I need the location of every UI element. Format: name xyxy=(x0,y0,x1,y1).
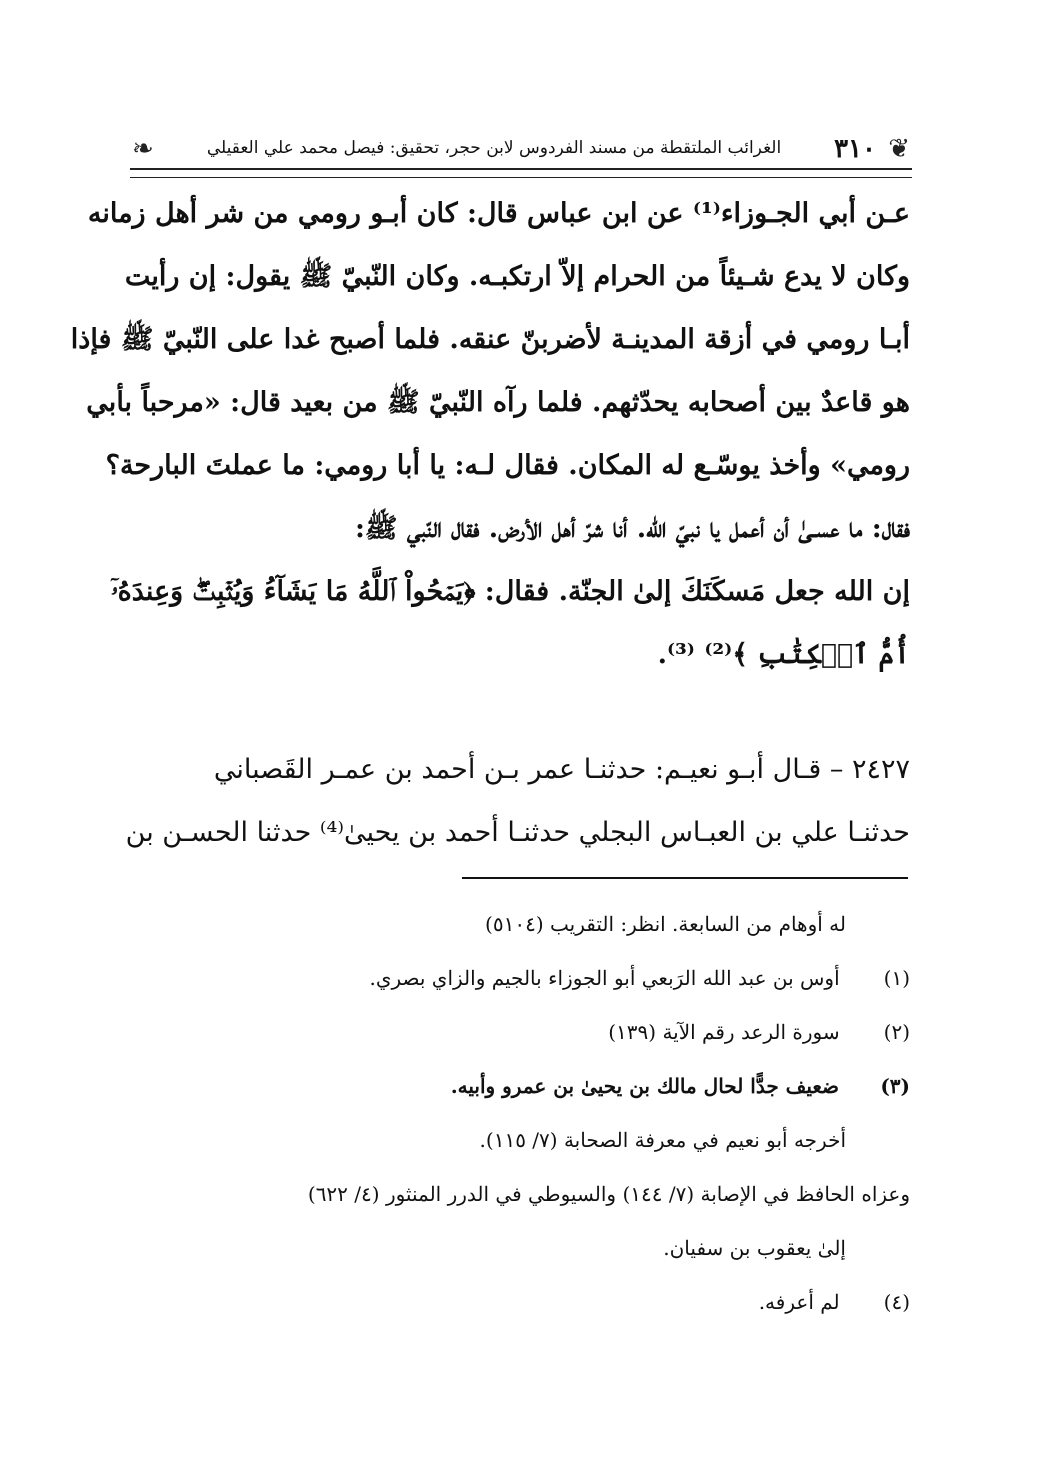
footnote-3-line: أخرجه أبو نعيم في معرفة الصحابة (٧/ ١١٥). xyxy=(479,1128,846,1152)
page-number: ٣١٠ xyxy=(834,134,876,164)
footnote-text: لم أعرفه. xyxy=(758,1290,840,1314)
footnote-text: ضعيف جدًّا لحال مالك بن يحيىٰ بن عمرو وأبيه. xyxy=(450,1074,840,1098)
floral-ornament-icon: ❦ xyxy=(888,134,910,164)
footnote-number: (٤) xyxy=(883,1290,910,1314)
footnote-1 xyxy=(132,951,910,1005)
header-rule xyxy=(130,168,912,178)
text-line: هو قاعدٌ بين أصحابه يحدّثهم. فلما رآه النّبيّ ﷺ من بعيد قال: «مرحباً بأبي xyxy=(86,387,910,418)
footnote-text: سورة الرعد رقم الآية (١٣٩) xyxy=(608,1020,840,1044)
footnote-number: (٣) xyxy=(880,1074,910,1098)
text-line: ٢٤٢٧ – قـال أبـو نعيـم: حدثنـا عمر بـن أحمد بن عمـر القَصباني xyxy=(213,754,910,785)
footnotes xyxy=(132,897,910,1329)
footnote-3-line: وعزاه الحافظ في الإصابة (٧/ ١٤٤) والسيوطي في الدرر المنثور (٤/ ٦٢٢) xyxy=(307,1182,910,1206)
text-line: إن الله جعل مَسكَنَكَ إلىٰ الجنّة. فقال: ﴿يَمۡحُواْ ٱللَّهُ مَا يَشَآءُ وَيُثۡبِتُۖ وَعِندَهُۥٓ xyxy=(110,576,910,607)
floral-ornament-icon: ❧ xyxy=(132,134,154,164)
footnote-separator xyxy=(462,877,908,879)
footnote-continuation: له أوهام من السابعة. انظر: التقريب (٥١٠٤) xyxy=(485,912,846,936)
text-line: عـن أبي الجـوزاء⁽¹⁾ عن ابن عباس قال: كان أبـو رومي من شر أهل زمانه xyxy=(87,198,910,229)
footnote-number: (١) xyxy=(883,966,910,990)
text-line: حدثنـا علي بن العبـاس البجلي حدثنـا أحمد بن يحيىٰ⁽⁴⁾ حدثنا الحسـن بن xyxy=(125,817,910,848)
hadith-paragraph xyxy=(125,738,910,864)
text-line: وكان لا يدع شـيئاً من الحرام إلاّ ارتكبـه. وكان النّبيّ ﷺ يقول: إن رأيت xyxy=(124,261,910,292)
footnote-3 xyxy=(132,1059,910,1113)
main-text xyxy=(70,182,910,686)
text-line: أبـا رومي في أزقة المدينـة لأضربنّ عنقه. فلما أصبح غدا على النّبيّ ﷺ فإذا xyxy=(70,324,910,355)
footnote-2 xyxy=(132,1005,910,1059)
page-header xyxy=(130,128,912,174)
text-line: أُمُّ ٱلۡكِتَٰبِ ﴾⁽²⁾ ⁽³⁾. xyxy=(657,639,910,670)
footnote-3-line: إلىٰ يعقوب بن سفيان. xyxy=(663,1236,846,1260)
footnote-number: (٢) xyxy=(883,1020,910,1044)
text-line: رومي» وأخذ يوسّـع له المكان. فقال لـه: يا أبا رومي: ما عملتَ البارحة؟ xyxy=(105,450,910,481)
footnote-4 xyxy=(132,1275,910,1329)
text-line: فقال: ما عسـىٰ أن أعمل يا نبيّ الله. أنا شرّ أهل الأرض. فقال النّبي ﷺ: xyxy=(354,513,910,544)
running-title: الغرائب الملتقطة من مسند الفردوس لابن حجر، تحقيق: فيصل محمد علي العقيلي xyxy=(206,138,782,158)
footnote-text: أوس بن عبد الله الرَبعي أبو الجوزاء بالجيم والزاي بصري. xyxy=(369,966,840,990)
